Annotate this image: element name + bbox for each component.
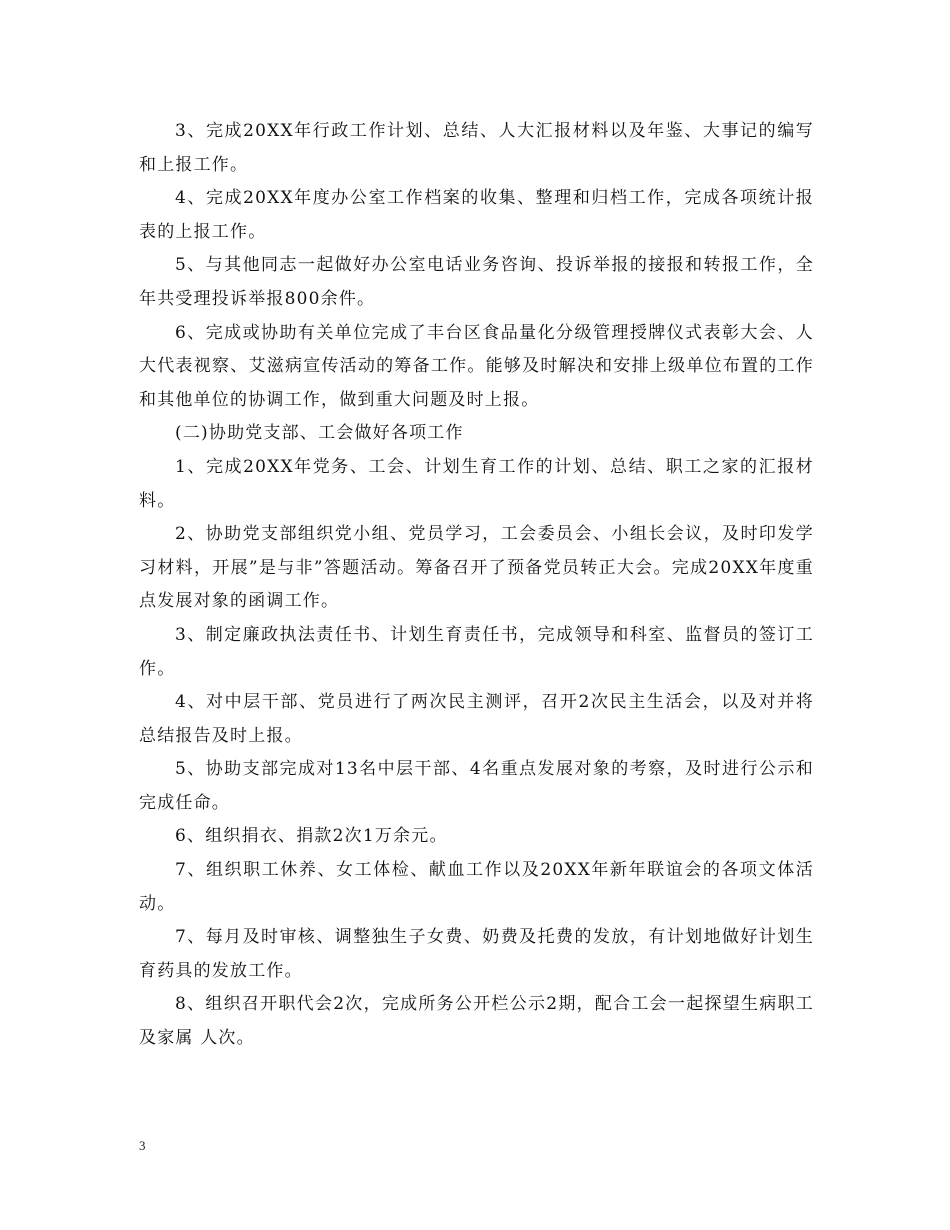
paragraph: 3、制定廉政执法责任书、计划生育责任书，完成领导和科室、监督员的签订工作。 xyxy=(139,624,814,679)
paragraph: 2、协助党支部组织党小组、党员学习，工会委员会、小组长会议，及时印发学习材料，开展”是与非”答题活动。筹备召开了预备党员转正大会。完成20XX年度重点发展对象的函调工作。 xyxy=(139,524,814,612)
paragraph: 7、每月及时审核、调整独生子女费、奶费及托费的发放，有计划地做好计划生育药具的发放工作。 xyxy=(139,927,814,981)
paragraph: 5、与其他同志一起做好办公室电话业务咨询、投诉举报的接报和转报工作，全年共受理投诉举报800余件。 xyxy=(139,255,814,309)
paragraph: 4、完成20XX年度办公室工作档案的收集、整理和归档工作，完成各项统计报表的上报工作。 xyxy=(139,188,814,242)
paragraph: 4、对中层干部、党员进行了两次民主测评，召开2次民主生活会，以及对并将总结报告及时上报。 xyxy=(139,692,814,746)
paragraph: 7、组织职工休养、女工体检、献血工作以及20XX年新年联谊会的各项文体活动。 xyxy=(139,860,814,914)
section-heading: (二)协助党支部、工会做好各项工作 xyxy=(175,423,464,444)
document-body xyxy=(139,115,814,1056)
paragraph: 1、完成20XX年党务、工会、计划生育工作的计划、总结、职工之家的汇报材料。 xyxy=(139,456,814,511)
paragraph: 8、组织召开职代会2次，完成所务公开栏公示2期，配合工会一起探望生病职工及家属 人次。 xyxy=(139,994,814,1049)
page-number: 3 xyxy=(139,1138,146,1153)
paragraph: 3、完成20XX年行政工作计划、总结、人大汇报材料以及年鉴、大事记的编写和上报工作。 xyxy=(139,121,814,175)
paragraph: 6、完成或协助有关单位完成了丰台区食品量化分级管理授牌仪式表彰大会、人大代表视察、艾滋病宣传活动的筹备工作。能够及时解决和安排上级单位布置的工作和其他单位的协调工作，做到重大问题及时上报。 xyxy=(139,322,814,410)
paragraph: 5、协助支部完成对13名中层干部、4名重点发展对象的考察，及时进行公示和完成任命。 xyxy=(139,759,814,813)
paragraph: 6、组织捐衣、捐款2次1万余元。 xyxy=(175,826,448,847)
